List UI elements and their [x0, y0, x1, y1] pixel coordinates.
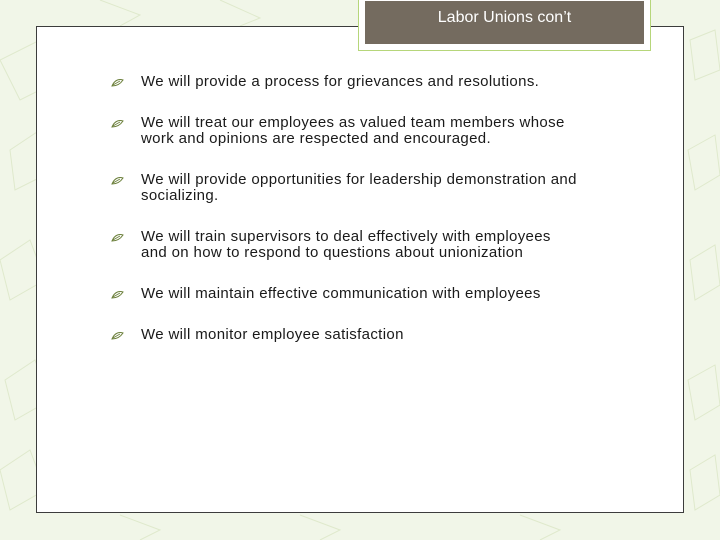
bullet-text: We will monitor employee satisfaction: [141, 326, 404, 343]
bullet-text: We will provide a process for grievances and resolutions.: [141, 73, 540, 90]
page-title: Labor Unions con’t: [437, 9, 572, 26]
leaf-bullet-icon: [111, 290, 124, 300]
leaf-bullet-icon: [111, 119, 124, 129]
leaf-bullet-icon: [111, 233, 124, 243]
bullet-text: We will treat our employees as valued team members whose work and opinions are respected and encouraged.: [141, 114, 565, 147]
title-box: [358, 0, 651, 51]
bullet-text: We will train supervisors to deal effectively with employees and on how to respond to questions about unionization: [141, 228, 551, 261]
leaf-bullet-icon: [111, 331, 124, 341]
bullet-text: We will provide opportunities for leadership demonstration and socializing.: [141, 171, 577, 204]
slide-content-frame: [36, 26, 684, 513]
title-fill: [365, 1, 644, 44]
leaf-bullet-icon: [111, 78, 124, 88]
bullet-text: We will maintain effective communication with employees: [141, 285, 541, 302]
leaf-bullet-icon: [111, 176, 124, 186]
